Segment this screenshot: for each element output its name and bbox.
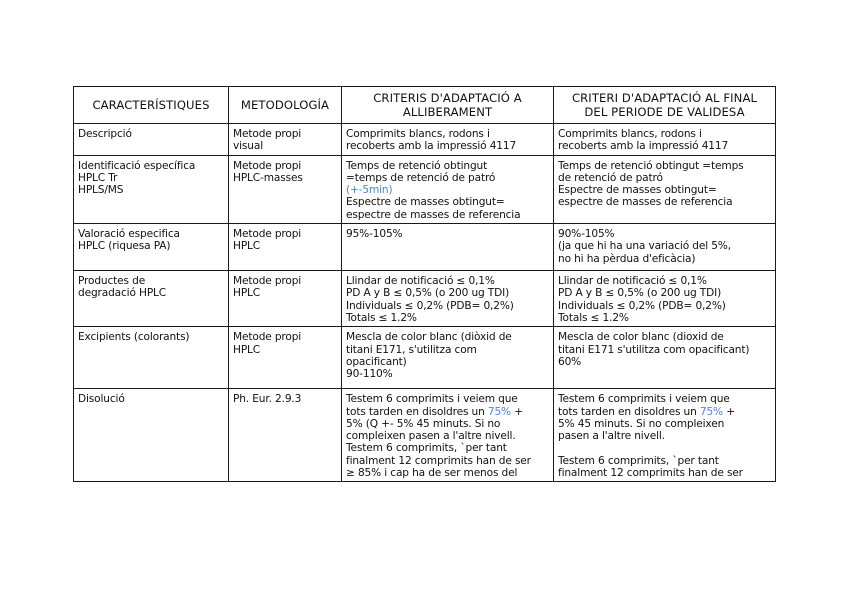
cell-text: Testem 6 comprimits, `per tant [346,442,507,455]
cell-text: Totals ≤ 1.2% [346,311,417,324]
cell-text: HPLC [233,240,261,253]
cell-text: Espectre de masses obtingut= [558,184,717,197]
cell-text: Comprimits blancs, rodons i [558,128,702,140]
cell-text: pasen a l'altre nivell. [558,430,665,443]
table-row [74,389,776,482]
cell-text: Metode propi [233,228,302,241]
cell-text: Mescla de color blanc (dioxid de [558,331,724,344]
cell-text: Mescla de color blanc (diòxid de [346,331,512,344]
cell-text: Metode propi [233,159,302,172]
cell-text: recoberts amb la impressió 4117 [346,140,517,153]
cell-text: recoberts amb la impressió 4117 [558,140,729,153]
cell-metodologia [229,124,342,156]
cell-text: Individuals ≤ 0,2% (PDB= 0,2%) [558,299,726,312]
cell-text: Metode propi [233,275,302,288]
cell-text: Totals ≤ 1.2% [558,311,629,324]
cell-final [554,224,776,271]
highlight-paren-close: ) [388,184,393,197]
cell-text: tots tarden en disoldres un [558,405,700,418]
cell-text: no hi ha pèrdua d'eficàcia) [558,252,696,265]
cell-text: degradació HPLC [78,287,167,300]
cell-text: titani E171, s'utilitza com [346,343,477,356]
cell-metodologia [229,389,342,482]
cell-text: Metode propi [233,128,302,140]
cell-text: Llindar de notificació ≤ 0,1% [558,275,707,288]
cell-text: HPLS/MS [78,184,124,197]
cell-caracteristica [74,224,229,271]
cell-text: espectre de masses de referencia [346,208,521,221]
cell-text: Productes de [78,275,146,288]
cell-text: opacificant) [346,355,407,368]
cell-alliberament [342,271,554,327]
highlight-tolerance: +-5min [349,184,389,197]
cell-caracteristica [74,124,229,156]
table-row [74,155,776,223]
cell-text: Valoració especifica [78,228,180,241]
table-header-row [74,87,776,124]
cell-text: HPLC [233,343,261,356]
cell-text: Temps de retenció obtingut =temps [558,159,744,172]
cell-text: Metode propi [233,331,302,344]
specifications-table [73,86,776,482]
cell-caracteristica [74,389,229,482]
cell-text: HPLC-masses [233,171,303,184]
header-criteri-final-validesa: CRITERI D'ADAPTACIÓ AL FINAL DEL PERIODE DE VALIDESA [554,87,776,124]
cell-text: 95%-105% [346,228,403,241]
header-caracteristiques: CARACTERÍSTIQUES [74,87,229,124]
cell-text: Identificació específica [78,159,196,172]
cell-text: Individuals ≤ 0,2% (PDB= 0,2%) [346,299,514,312]
highlight-percentage: 75% [699,405,723,418]
cell-text: de retenció de patró [558,171,663,184]
cell-text-blank [558,442,770,454]
header-criteris-alliberament: CRITERIS D'ADAPTACIÓ A ALLIBERAMENT [342,87,554,124]
cell-final [554,155,776,223]
cell-text: finalment 12 comprimits han de ser [558,467,743,480]
cell-text: Testem 6 comprimits i veiem que [558,393,730,406]
cell-text: HPLC (riquesa PA) [78,240,171,253]
cell-text: =temps de retenció de patró [346,171,496,184]
cell-caracteristica [74,155,229,223]
cell-text: HPLC [233,287,261,300]
cell-final [554,124,776,156]
cell-text: Disolució [78,393,125,406]
cell-text: Testem 6 comprimits i veiem que [346,393,518,406]
cell-text: + [510,405,523,418]
cell-text: 90-110% [346,368,393,381]
highlight-percentage: 75% [487,405,511,418]
cell-text: PD A y B ≤ 0,5% (o 200 ug TDI) [346,287,510,300]
table-row [74,327,776,389]
cell-text: 5% (Q +- 5% 45 minuts. Si no [346,417,501,430]
cell-text: Excipients (colorants) [78,331,190,344]
cell-text: Testem 6 comprimits, `per tant [558,454,719,467]
cell-text: 5% 45 minuts. Si no compleixen [558,417,725,430]
cell-text: 60% [558,355,582,368]
cell-alliberament [342,389,554,482]
cell-caracteristica [74,271,229,327]
cell-text-line [346,184,548,196]
cell-text: HPLC Tr [78,171,118,184]
cell-alliberament [342,124,554,156]
table-row [74,224,776,271]
cell-text: ≥ 85% i cap ha de ser menos del [346,467,518,480]
cell-final [554,327,776,389]
cell-text: Temps de retenció obtingut [346,159,488,172]
header-metodologia: METODOLOGÍA [229,87,342,124]
cell-text: Descripció [78,128,132,140]
cell-text-line [558,406,770,418]
cell-text: (ja que hi ha una variació del 5%, [558,240,731,253]
table-row [74,124,776,156]
cell-alliberament [342,224,554,271]
cell-text: 90%-105% [558,228,615,241]
cell-alliberament [342,327,554,389]
cell-text: Llindar de notificació ≤ 0,1% [346,275,495,288]
table-row [74,271,776,327]
cell-final [554,389,776,482]
cell-text-line [346,406,548,418]
cell-metodologia [229,271,342,327]
cell-text: visual [233,140,263,153]
highlight-paren-open: ( [346,184,350,197]
cell-text: finalment 12 comprimits han de ser [346,454,531,467]
cell-text: Espectre de masses obtingut= [346,196,505,209]
cell-metodologia [229,155,342,223]
cell-final [554,271,776,327]
cell-metodologia [229,327,342,389]
cell-text: tots tarden en disoldres un [346,405,488,418]
cell-caracteristica [74,327,229,389]
cell-text: Comprimits blancs, rodons i [346,128,490,140]
cell-text: Ph. Eur. 2.9.3 [233,393,302,406]
cell-alliberament [342,155,554,223]
cell-text: PD A y B ≤ 0,5% (o 200 ug TDI) [558,287,722,300]
cell-text: + [722,405,735,418]
cell-text: titani E171 s'utilitza com opacificant) [558,343,750,356]
cell-metodologia [229,224,342,271]
cell-text: espectre de masses de referencia [558,196,733,209]
cell-text: compleixen pasen a l'altre nivell. [346,430,516,443]
